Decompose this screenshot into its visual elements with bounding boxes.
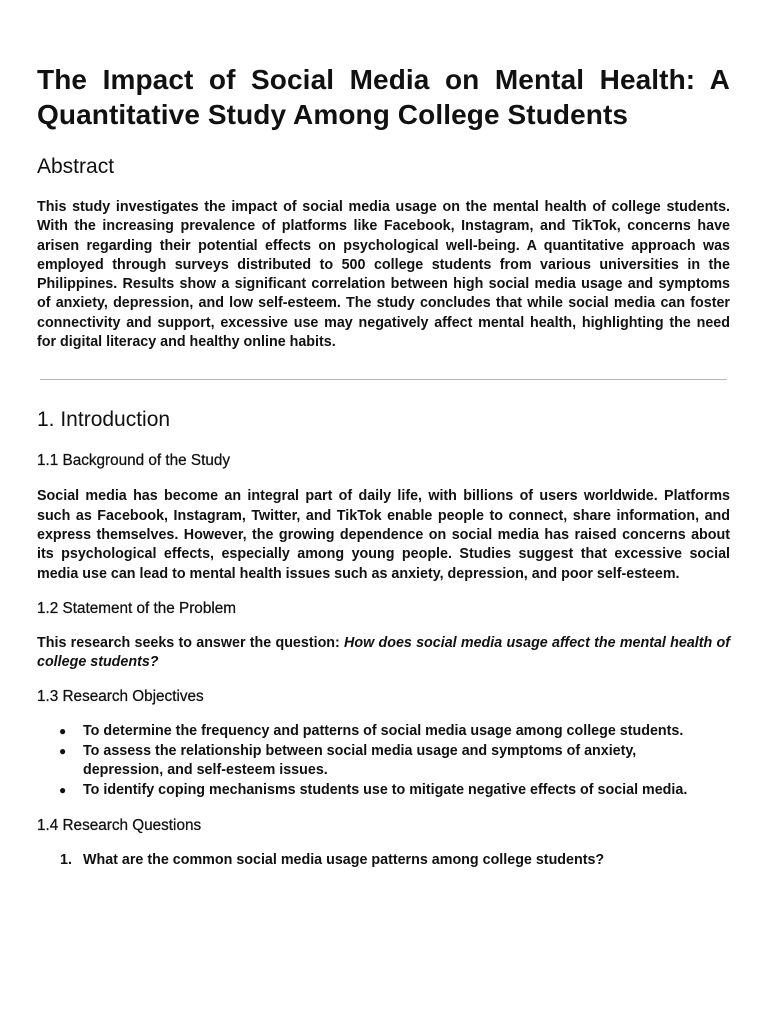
research-questions-list — [37, 836, 730, 871]
list-item — [37, 781, 730, 801]
research-question: How does social media usage affect the mental health of college students? — [37, 634, 731, 671]
list-item — [37, 851, 730, 871]
bullet-icon: ● — [59, 782, 67, 797]
question-number: 1. — [60, 852, 72, 869]
objective-text: To assess the relationship between social media usage and symptoms of anxiety, depression, and self-esteem issues. — [83, 742, 637, 779]
background-text: Social media has become an integral part of daily life, with billions of users worldwide. Platforms such as Facebook, Instagram, Twitter, and TikTok enable people to connect, share information, and express themselves. However, the growing dependence on social media has raised concerns about its psychological effects, especially among young people. Studies suggest that excessive social media use can lead to mental health issues such as anxiety, depression, and poor self-esteem. — [37, 488, 730, 582]
list-item — [37, 742, 730, 781]
abstract-text: This study investigates the impact of social media usage on the mental health of college students. With the increasing prevalence of platforms like Facebook, Instagram, and TikTok, concerns have arisen regarding their potential effects on psychological well-being. A quantitative approach was employed through surveys distributed to 500 college students from various universities in the Philippines. Results show a significant correlation between high social media usage and symptoms of anxiety, depression, and low self-esteem. The study concludes that while social media can foster connectivity and support, excessive use may negatively affect mental health, highlighting the need for digital literacy and healthy online habits. — [37, 199, 730, 351]
problem-text — [37, 619, 730, 673]
objectives-heading: 1.3 Research Objectives — [37, 688, 204, 706]
objective-text: To identify coping mechanisms students use to mitigate negative effects of social media. — [83, 781, 688, 798]
list-item — [37, 722, 730, 742]
objectives-list — [37, 707, 730, 800]
problem-heading: 1.2 Statement of the Problem — [37, 599, 236, 617]
background-heading: 1.1 Background of the Study — [37, 452, 231, 470]
problem-lead: This research seeks to answer the question: — [37, 634, 345, 651]
bullet-icon: ● — [59, 743, 67, 758]
abstract-heading: Abstract — [37, 155, 115, 178]
research-questions-heading: 1.4 Research Questions — [37, 817, 202, 835]
paper-title: The Impact of Social Media on Mental Health: A Quantitative Study Among College Students — [37, 64, 730, 130]
bullet-icon: ● — [59, 724, 67, 739]
introduction-heading: 1. Introduction — [37, 408, 171, 432]
objective-text: To determine the frequency and patterns of social media usage among college students. — [83, 723, 684, 740]
question-text: What are the common social media usage patterns among college students? — [83, 852, 605, 869]
